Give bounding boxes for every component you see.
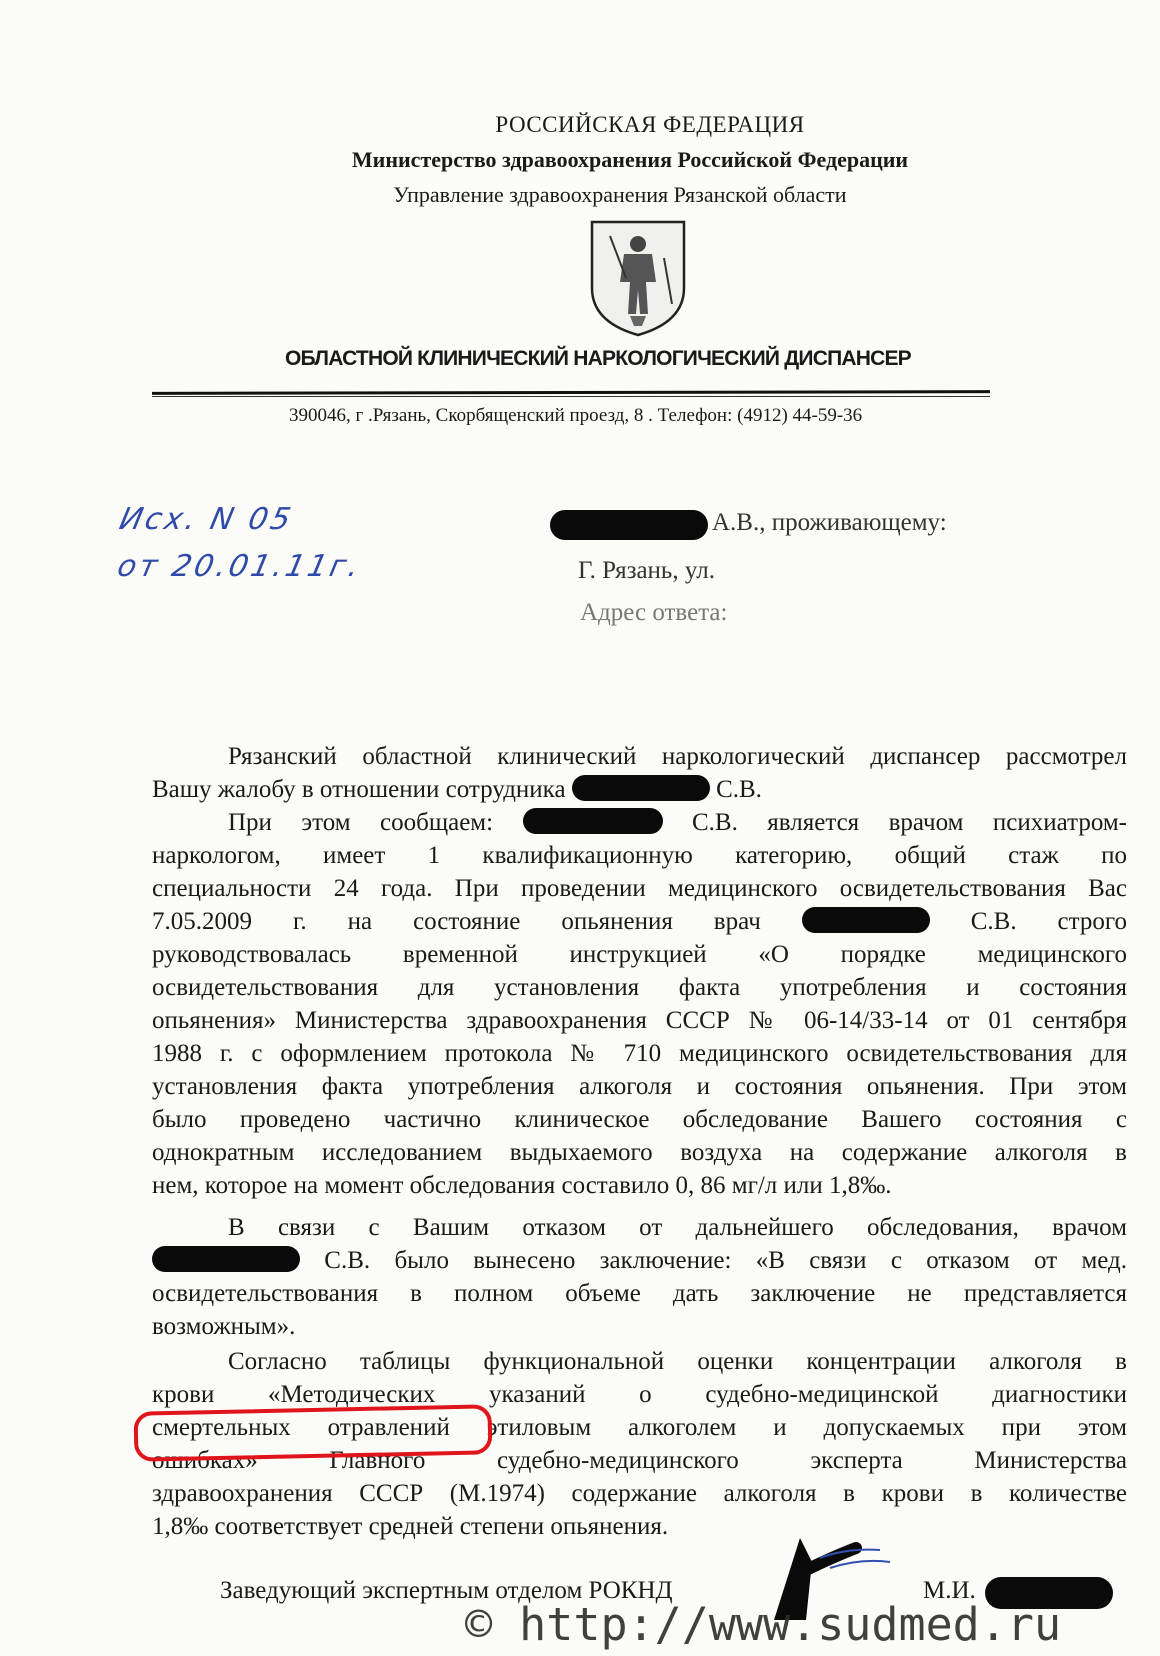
text-line: однократным исследованием выдыхаемого воздуха на содержание алкоголя в [152, 1139, 1127, 1166]
text-line: Вашу жалобу в отношении сотрудника С.В. [152, 776, 762, 803]
organization-address: 390046, г .Рязань, Скорбященский проезд, 8 . Телефон: (4912) 44-59-36 [289, 405, 863, 426]
signatory-title: Заведующий экспертным отделом РОКНД [220, 1577, 673, 1604]
recipient-answer-address: Адрес ответа: [580, 599, 728, 626]
header-divider-thin [152, 396, 990, 397]
watermark: © http://www.sudmed.ru [465, 1598, 1062, 1651]
highlight-ellipse [134, 1404, 493, 1461]
text-line: Рязанский областной клинический наркологический диспансер рассмотрел [228, 743, 1127, 770]
text-line: Согласно таблицы функциональной оценки концентрации алкоголя в [228, 1348, 1127, 1375]
text-line: 1988 г. с оформлением протокола № 710 медицинского освидетельствования для [152, 1040, 1127, 1067]
department-heading: Управление здравоохранения Рязанской области [393, 182, 847, 207]
text-line: С.В. было вынесено заключение: «В связи с отказом от мед. [152, 1244, 1127, 1277]
text-line: установления факта употребления алкоголя и состояния опьянения. При этом [152, 1073, 1127, 1100]
handwritten-date: от 20.01.11г. [114, 549, 365, 584]
text-line: руководствовалась временной инструкцией «О порядке медицинского [152, 941, 1127, 968]
redaction-mark [550, 510, 708, 540]
text-line: здравоохранения СССР (М.1974) содержание алкоголя в крови в количестве [152, 1480, 1127, 1507]
header-divider [152, 390, 990, 395]
text-line: нем, которое на момент обследования составило 0, 86 мг/л или 1,8‰. [152, 1172, 892, 1199]
paragraph-doctor-info [152, 806, 1127, 1202]
text-line: 1,8‰ соответствует средней степени опьянения. [152, 1513, 669, 1540]
redaction-mark [152, 1246, 300, 1272]
signatory-initials: М.И. [923, 1577, 976, 1604]
coat-of-arms-icon [586, 218, 690, 338]
recipient-name: А.В., проживающему: [712, 509, 947, 536]
country-heading: РОССИЙСКАЯ ФЕДЕРАЦИЯ [495, 112, 805, 137]
paragraph-review [152, 740, 1127, 806]
text-line: опьянения» Министерства здравоохранения СССР № 06-14/33-14 от 01 сентября [152, 1007, 1127, 1034]
text-line: При этом сообщаем: С.В. является врачом психиатром- [228, 809, 1127, 836]
text-line: было проведено частично клиническое обследование Вашего состояния с [152, 1106, 1127, 1133]
redaction-mark [523, 808, 663, 834]
organization-name: ОБЛАСТНОЙ КЛИНИЧЕСКИЙ НАРКОЛОГИЧЕСКИЙ ДИСПАНСЕР [285, 347, 911, 370]
recipient-city: Г. Рязань, ул. [578, 557, 715, 584]
text-line: возможным». [152, 1313, 296, 1340]
paragraph-refusal [152, 1211, 1127, 1343]
text-line: В связи с Вашим отказом от дальнейшего обследования, врачом [228, 1214, 1127, 1241]
text-line: 7.05.2009 г. на состояние опьянения врач С.В. строго [152, 908, 1127, 935]
text-line: освидетельствования в полном объеме дать заключение не представляется [152, 1280, 1127, 1307]
text-line: ошибках» Главного судебно-медицинского эксперта Министерства [152, 1447, 1127, 1474]
text-line: освидетельствования для установления факта употребления и состояния [152, 974, 1127, 1001]
ministry-heading: Министерство здравоохранения Российской Федерации [351, 147, 909, 172]
text-line: смертельных отравлений этиловым алкоголем и допускаемых при этом [152, 1414, 1127, 1441]
handwritten-reference: Исх. N 05 [116, 502, 297, 537]
redaction-mark [572, 775, 710, 801]
text-line: наркологом, имеет 1 квалификационную категорию, общий стаж по [152, 842, 1127, 869]
redaction-mark [802, 907, 930, 933]
text-line: крови «Методических указаний о судебно-медицинской диагностики [152, 1381, 1127, 1408]
text-line: специальности 24 года. При проведении медицинского освидетельствования Вас [152, 875, 1127, 902]
